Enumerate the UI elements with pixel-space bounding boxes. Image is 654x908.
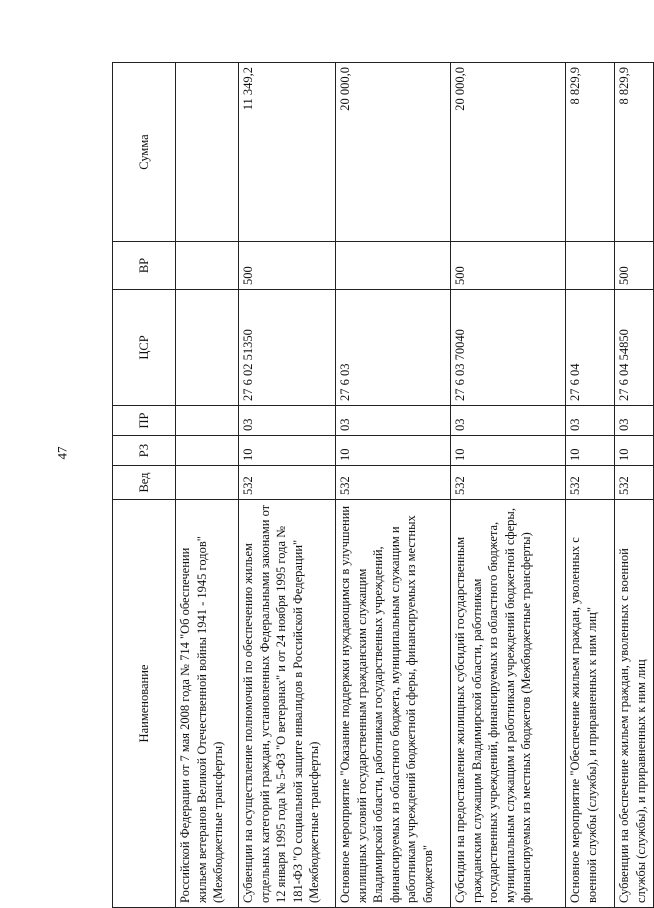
cell-sum: 20 000,0	[336, 63, 451, 242]
cell-name: Субвенции на осуществление полномочий по обеспечению жильем отдельных категорий граждан, установленных Федеральными законами от 12 января 1995 года № 5-ФЗ "О ветеранах" и от 24 ноября 1995 года № 181-ФЗ "О социальной защите инвалидов в Российской Федерации" (Межбюджетные трансферты)	[239, 500, 336, 908]
table-header-row	[113, 63, 176, 908]
cell-sum: 20 000,0	[451, 63, 566, 242]
cell-pr: 03	[615, 406, 654, 436]
cell-rz: 10	[239, 436, 336, 466]
cell-rz: 10	[336, 436, 451, 466]
cell-vr: 500	[239, 242, 336, 290]
cell-pr	[176, 406, 239, 436]
budget-table	[112, 62, 654, 908]
cell-rz	[176, 436, 239, 466]
cell-name: Субсидии на предоставление жилищных субсидий государственным гражданским служащим Владимирской области, работникам государственных учреждений, финансируемых из областного бюджета, муниципальным служащим и работникам учреждений бюджетной сферы, финансируемых из местных бюджетов (Межбюджетные трансферты)	[451, 500, 566, 908]
table-row	[451, 63, 566, 908]
cell-vr	[566, 242, 615, 290]
cell-sum: 8 829,9	[566, 63, 615, 242]
cell-ved: 532	[615, 466, 654, 500]
table-row	[566, 63, 615, 908]
table-row	[176, 63, 239, 908]
cell-sum: 8 829,9	[615, 63, 654, 242]
cell-csr	[176, 290, 239, 406]
cell-rz: 10	[615, 436, 654, 466]
cell-csr: 27 6 02 51350	[239, 290, 336, 406]
header-csr: ЦСР	[113, 290, 176, 406]
cell-name: Субвенции на обеспечение жильем граждан, уволенных с военной службы (службы), и приравненных к ним лиц	[615, 500, 654, 908]
table-row	[615, 63, 654, 908]
cell-pr: 03	[239, 406, 336, 436]
cell-name: Российской Федерации от 7 мая 2008 года № 714 "Об обеспечении жильем ветеранов Великой Отечественной войны 1941 - 1945 годов" (Межбюджетные трансферты)	[176, 500, 239, 908]
cell-ved: 532	[336, 466, 451, 500]
cell-vr: 500	[615, 242, 654, 290]
cell-pr: 03	[336, 406, 451, 436]
page-number: 47	[54, 446, 70, 460]
cell-csr: 27 6 04 54850	[615, 290, 654, 406]
cell-csr: 27 6 04	[566, 290, 615, 406]
header-vr: ВР	[113, 242, 176, 290]
header-rz: РЗ	[113, 436, 176, 466]
rotated-table-container	[112, 63, 648, 908]
cell-pr: 03	[566, 406, 615, 436]
cell-sum: 11 349,2	[239, 63, 336, 242]
header-pr: ПР	[113, 406, 176, 436]
cell-rz: 10	[451, 436, 566, 466]
cell-sum	[176, 63, 239, 242]
cell-pr: 03	[451, 406, 566, 436]
cell-ved	[176, 466, 239, 500]
cell-csr: 27 6 03 70040	[451, 290, 566, 406]
header-ved: Вед	[113, 466, 176, 500]
cell-csr: 27 6 03	[336, 290, 451, 406]
cell-name: Основное мероприятие "Оказание поддержки нуждающимся в улучшении жилищных условий государственным гражданским служащим Владимирской области, работникам государственных учреждений, финансируемых из областного бюджета, муниципальным служащим и работникам учреждений бюджетной сферы, финансируемых из местных бюджетов"	[336, 500, 451, 908]
cell-ved: 532	[239, 466, 336, 500]
table-row	[239, 63, 336, 908]
cell-ved: 532	[451, 466, 566, 500]
cell-vr	[176, 242, 239, 290]
table-row	[336, 63, 451, 908]
cell-vr	[336, 242, 451, 290]
cell-vr: 500	[451, 242, 566, 290]
cell-rz: 10	[566, 436, 615, 466]
cell-name: Основное мероприятие "Обеспечение жильем граждан, уволенных с военной службы (службы), и приравненных к ним лиц"	[566, 500, 615, 908]
header-sum: Сумма	[113, 63, 176, 242]
cell-ved: 532	[566, 466, 615, 500]
header-name: Наименование	[113, 500, 176, 908]
